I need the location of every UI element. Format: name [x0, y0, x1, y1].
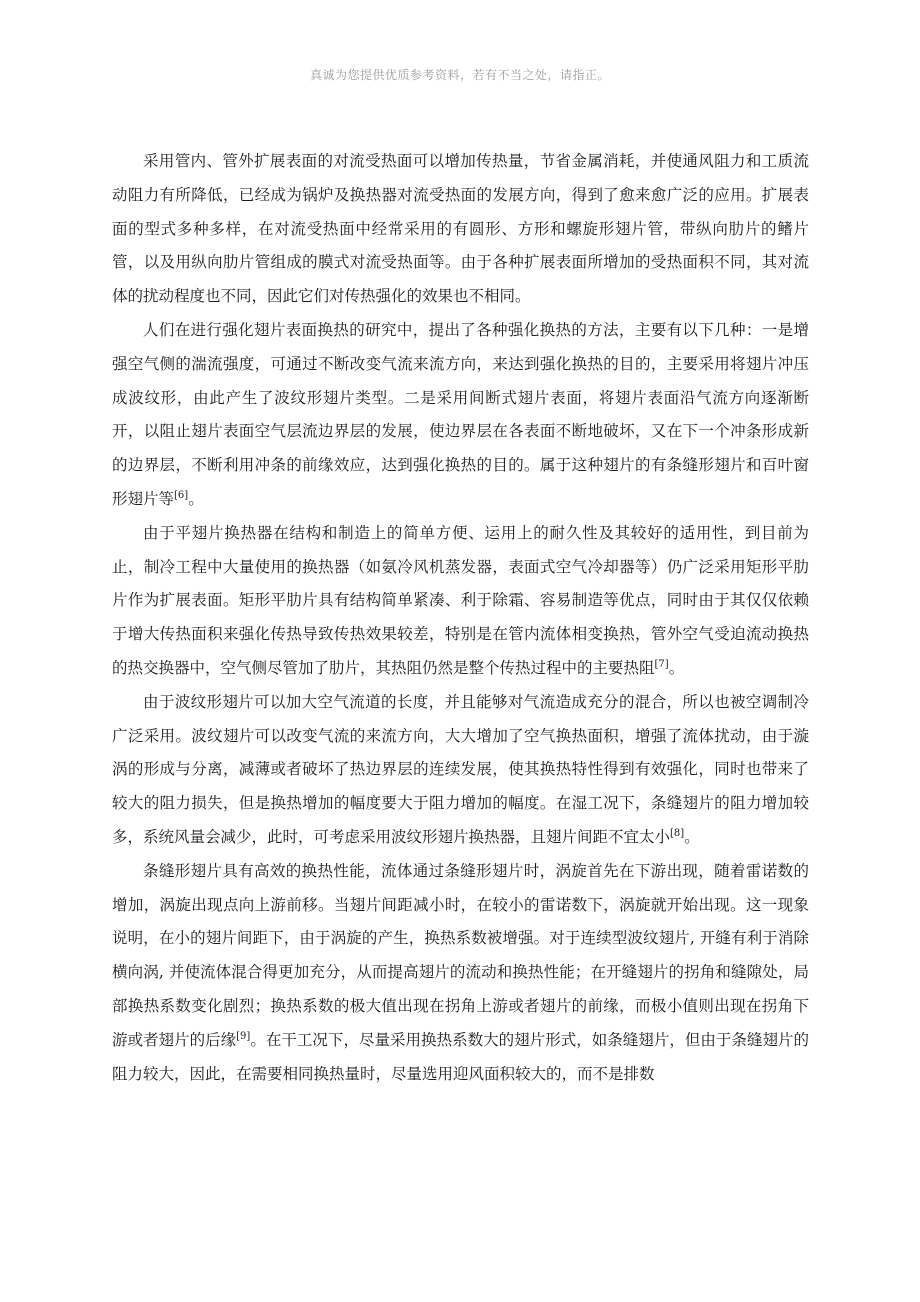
- citation-ref: [8]: [670, 827, 685, 839]
- paragraph-text: 条缝形翅片具有高效的换热性能，流体通过条缝形翅片时，涡旋首先在下游出现，随着雷诺数的增加，涡旋出现点向上游前移。当翅片间距减小时，在较小的雷诺数下，涡旋就开始出现。这一现象说明，在小的翅片间距下，由于涡旋的产生，换热系数被增强。对于连续型波纹翅片, 开缝有利于消除横向涡, 并使流体混合得更加充分，从而提高翅片的流动和换热性能；在开缝翅片的拐角和缝隙处，局部换热系数变化剧烈；换热系数的极大值出现在拐角上游或者翅片的前缘，而极小值则出现在拐角下游或者翅片的后缘: [112, 861, 809, 1049]
- paragraph-text: 人们在进行强化翅片表面换热的研究中，提出了各种强化换热的方法，主要有以下几种：一是增强空气侧的湍流强度，可通过不断改变气流来流方向，来达到强化换热的目的，主要采用将翅片冲压成波纹形，由此产生了波纹形翅片类型。二是采用间断式翅片表面，将翅片表面沿气流方向逐渐断开，以阻止翅片表面空气层流边界层的发展，使边界层在各表面不断地破坏，又在下一个冲条形成新的边界层，不断利用冲条的前缘效应，达到强化换热的目的。属于这种翅片的有条缝形翅片和百叶窗形翅片等: [112, 320, 809, 508]
- paragraph-tail: 。: [188, 489, 204, 508]
- body-text: [112, 145, 809, 1091]
- paragraph-text: 由于平翅片换热器在结构和制造上的简单方便、运用上的耐久性及其较好的适用性，到目前为止，制冷工程中大量使用的换热器（如氨冷风机蒸发器，表面式空气冷却器等）仍广泛采用矩形平肋片作为扩展表面。矩形平肋片具有结构简单紧凑、利于除霜、容易制造等优点，同时由于其仅仅依赖于增大传热面积来强化传热导致传热效果较差，特别是在管内流体相变换热，管外空气受迫流动换热的热交换器中，空气侧尽管加了肋片，其热阻仍然是整个传热过程中的主要热阻: [112, 523, 809, 677]
- paragraph-text: 采用管内、管外扩展表面的对流受热面可以增加传热量，节省金属消耗，并使通风阻力和工质流动阻力有所降低，已经成为锅炉及换热器对流受热面的发展方向，得到了愈来愈广泛的应用。扩展表面的型式多种多样，在对流受热面中经常采用的有圆形、方形和螺旋形翅片管，带纵向肋片的鳍片管，以及用纵向肋片管组成的膜式对流受热面等。由于各种扩展表面所增加的受热面积不同，其对流体的扰动程度也不同，因此它们对传热强化的效果也不相同。: [112, 152, 809, 306]
- paragraph-5: [112, 855, 809, 1092]
- paragraph-tail: 。在干工况下，尽量采用换热系数大的翅片形式，如条缝翅片，但由于条缝翅片的阻力较大，因此，在需要相同换热量时，尽量选用迎风面积较大的，而不是排数: [112, 1030, 809, 1083]
- header-disclaimer: 真诚为您提供优质参考资料，若有不当之处，请指正。: [309, 68, 610, 82]
- citation-ref: [7]: [654, 658, 669, 670]
- paragraph-tail: 。: [684, 827, 700, 846]
- paragraph-3: [112, 517, 809, 686]
- citation-ref: [9]: [236, 1030, 251, 1042]
- paragraph-2: [112, 314, 809, 517]
- paragraph-text: 由于波纹形翅片可以加大空气流道的长度，并且能够对气流造成充分的混合，所以也被空调制冷广泛采用。波纹翅片可以改变气流的来流方向，大大增加了空气换热面积，增强了流体扰动，由于漩涡的形成与分离，减薄或者破坏了热边界层的连续发展，使其换热特性得到有效强化，同时也带来了较大的阻力损失，但是换热增加的幅度要大于阻力增加的幅度。在湿工况下，条缝翅片的阻力增加较多，系统风量会减少，此时，可考虑采用波纹形翅片换热器，且翅片间距不宜太小: [112, 692, 809, 846]
- citation-ref: [6]: [174, 489, 189, 501]
- paragraph-tail: 。: [668, 658, 685, 677]
- paragraph-4: [112, 686, 809, 855]
- paragraph-1: [112, 145, 809, 314]
